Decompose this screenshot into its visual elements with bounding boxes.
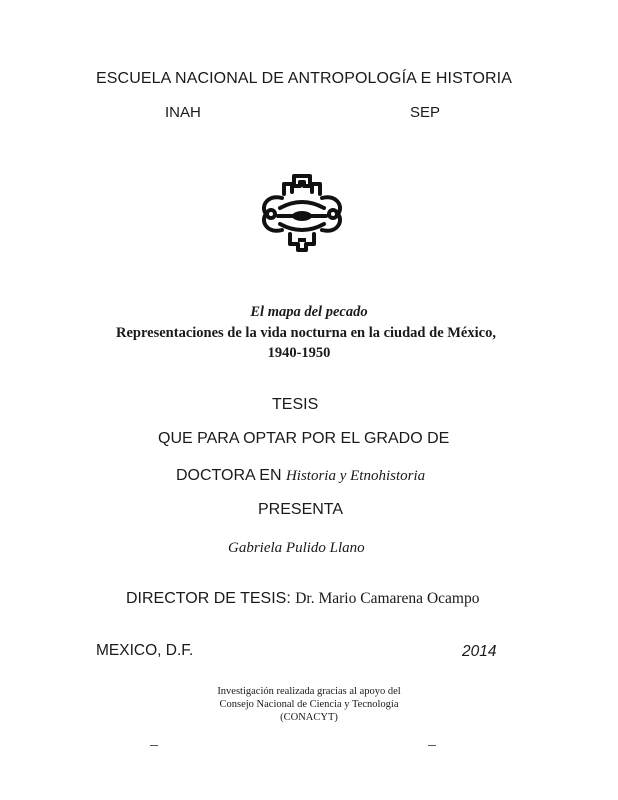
inah-label: INAH (165, 104, 201, 121)
credit-line-2: Consejo Nacional de Ciencia y Tecnología (219, 699, 399, 710)
year-label: 2014 (462, 643, 497, 660)
scan-speck (150, 745, 158, 746)
degree-prefix: DOCTORA EN (176, 467, 282, 484)
thesis-years: 1940-1950 (267, 345, 331, 361)
institution-name: ESCUELA NACIONAL DE ANTROPOLOGÍA E HISTORIA (96, 70, 512, 87)
funding-credit (0, 685, 618, 724)
thesis-title: El mapa del pecado (250, 304, 368, 320)
place-label: MEXICO, D.F. (96, 642, 194, 659)
document-type: TESIS (272, 396, 319, 413)
degree-line (176, 467, 425, 485)
thesis-subtitle: Representaciones de la vida nocturna en la ciudad de México, (116, 325, 496, 341)
scan-speck (428, 745, 436, 746)
enah-emblem-icon (254, 172, 350, 256)
degree-purpose: QUE PARA OPTAR POR EL GRADO DE (158, 430, 450, 447)
presenta-label: PRESENTA (258, 501, 344, 518)
credit-line-1: Investigación realizada gracias al apoyo del (217, 686, 401, 697)
sep-label: SEP (410, 104, 441, 121)
director-label: DIRECTOR DE TESIS: (126, 590, 291, 607)
credit-line-3: (CONACYT) (280, 712, 338, 723)
degree-program: Historia y Etnohistoria (285, 468, 426, 484)
author-name: Gabriela Pulido Llano (228, 540, 365, 556)
director-name: Dr. Mario Camarena Ocampo (295, 590, 480, 607)
director-line (126, 590, 479, 608)
